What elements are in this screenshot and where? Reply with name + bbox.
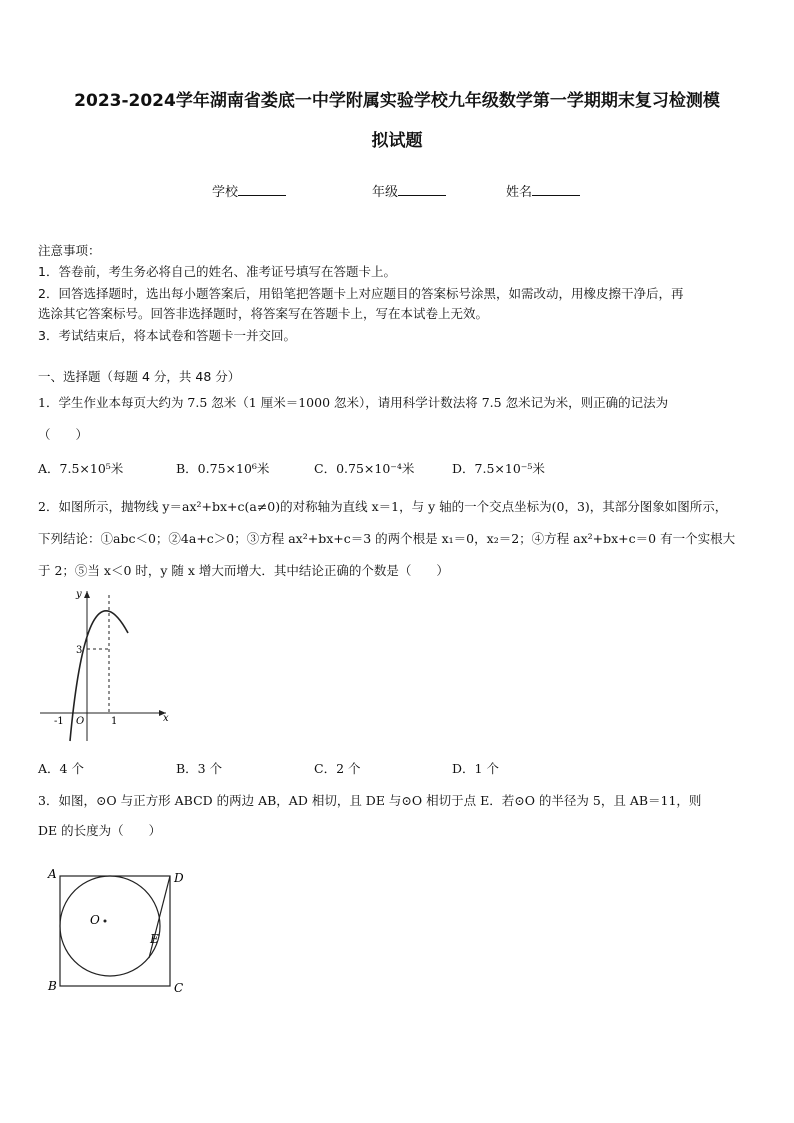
q1-option-b[interactable]: B．0.75×10⁶米 — [176, 461, 270, 476]
q2-option-b[interactable]: B．3 个 — [176, 761, 223, 776]
grade-blank[interactable] — [398, 183, 446, 196]
q1-paren: （ ） — [38, 427, 89, 442]
grade-field[interactable] — [372, 181, 446, 200]
circle-o — [60, 876, 160, 976]
q2-stem-line-3: 于 2；⑤当 x＜0 时，y 随 x 增大而增大．其中结论正确的个数是（ ） — [38, 563, 449, 578]
section-heading: 一、选择题（每题 4 分，共 48 分） — [38, 369, 241, 384]
name-field[interactable] — [506, 181, 580, 200]
notice-heading: 注意事项： — [38, 243, 101, 258]
point-a-label: A — [48, 867, 57, 881]
notice-item-1: 1．答卷前，考生务必将自己的姓名、准考证号填写在答题卡上。 — [38, 264, 396, 279]
y-axis-label: y — [76, 589, 82, 600]
grade-label: 年级 — [372, 185, 399, 200]
point-e-label: E — [150, 932, 159, 946]
point-c-label: C — [174, 981, 184, 995]
square-abcd — [60, 876, 170, 986]
parabola-graph — [36, 585, 176, 745]
q1-option-d[interactable]: D．7.5×10⁻⁵米 — [452, 461, 545, 476]
q1-option-c[interactable]: C．0.75×10⁻⁴米 — [314, 461, 415, 476]
name-label: 姓名 — [506, 185, 533, 200]
notice-item-3: 3．考试结束后，将本试卷和答题卡一并交回。 — [38, 328, 296, 343]
notice-item-2-cont: 选涂其它答案标号。回答非选择题时，将答案写在答题卡上，写在本试卷上无效。 — [38, 306, 489, 321]
q1-stem: 1．学生作业本每页大约为 7.5 忽米（1 厘米＝1000 忽米），请用科学计数法将 7.5 忽米记为米，则正确的记法为 — [38, 395, 669, 410]
q3-stem-line-2: DE 的长度为（ ） — [38, 823, 162, 838]
center-o-label: O — [90, 913, 100, 927]
circle-square-figure — [40, 860, 200, 1000]
notice-item-2: 2．回答选择题时，选出每小题答案后，用铅笔把答题卡上对应题目的答案标号涂黑，如需改动，用橡皮擦干净后，再 — [38, 286, 684, 301]
q1-option-a[interactable]: A．7.5×10⁵米 — [38, 461, 124, 476]
origin-label: O — [76, 716, 85, 727]
q2-option-d[interactable]: D．1 个 — [452, 761, 499, 776]
tick-minus-1: -1 — [54, 716, 64, 727]
tick-3: 3 — [76, 645, 83, 656]
point-b-label: B — [48, 979, 57, 993]
school-label: 学校 — [212, 185, 239, 200]
x-axis-label: x — [163, 713, 169, 724]
exam-title-line-1: 2023-2024学年湖南省娄底一中学附属实验学校九年级数学第一学期期末复习检测模 — [74, 91, 720, 111]
q2-stem-line-2: 下列结论：①abc＜0；②4a+c＞0；③方程 ax²+bx+c＝3 的两个根是 x₁＝0，x₂＝2；④方程 ax²+bx+c＝0 有一个实根大 — [38, 531, 736, 546]
tick-1: 1 — [111, 716, 118, 727]
q3-stem-line-1: 3．如图，⊙O 与正方形 ABCD 的两边 AB，AD 相切，且 DE 与⊙O 相切于点 E．若⊙O 的半径为 5，且 AB＝11，则 — [38, 793, 702, 808]
point-d-label: D — [174, 871, 184, 885]
q2-option-a[interactable]: A．4 个 — [38, 761, 84, 776]
q2-option-c[interactable]: C．2 个 — [314, 761, 361, 776]
school-blank[interactable] — [238, 183, 286, 196]
school-field[interactable] — [212, 181, 286, 200]
q2-stem-line-1: 2．如图所示，抛物线 y＝ax²+bx+c(a≠0)的对称轴为直线 x＝1，与 y 轴的一个交点坐标为(0，3)，其部分图象如图所示， — [38, 499, 728, 514]
name-blank[interactable] — [532, 183, 580, 196]
exam-title-line-2: 拟试题 — [371, 131, 423, 151]
